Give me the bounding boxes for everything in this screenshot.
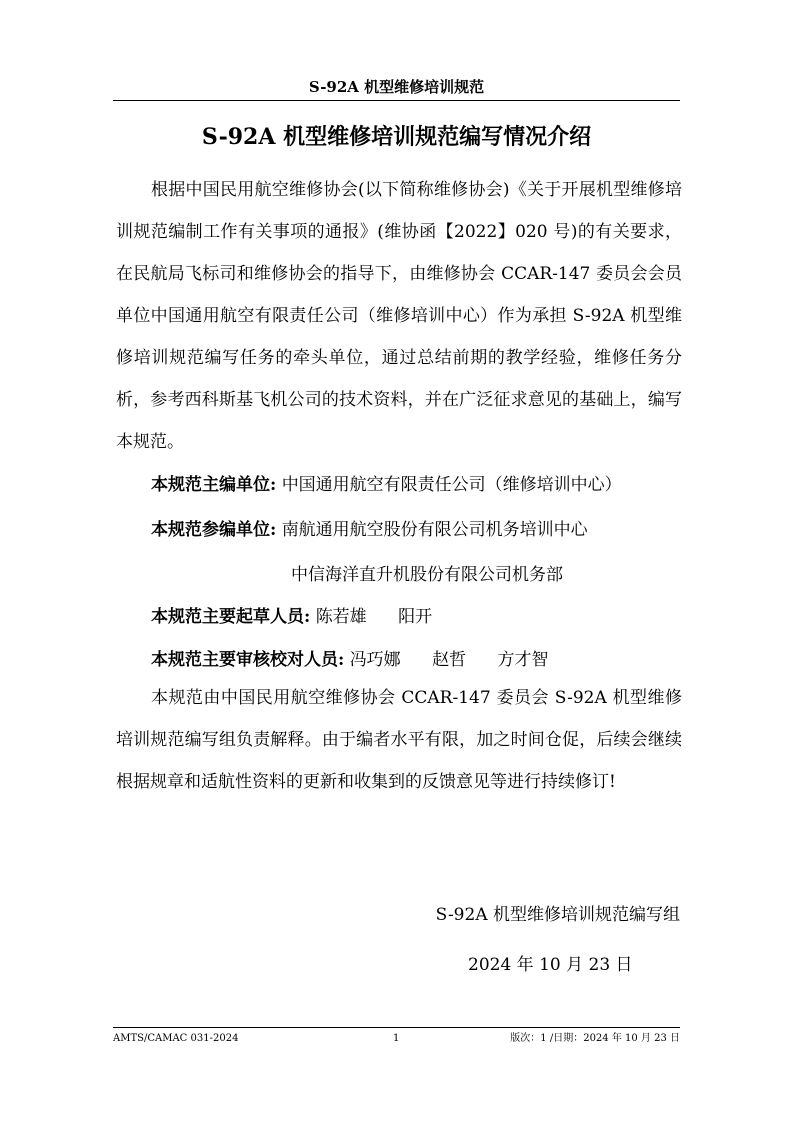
chief-unit-label: 本规范主编单位: (151, 475, 277, 495)
participating-unit-label: 本规范参编单位: (151, 520, 277, 540)
footer-version-info: 版次：1 /日期：2024 年 10 月 23 日 (510, 1033, 680, 1044)
closing-paragraph: 本规范由中国民用航空维修协会 CCAR-147 委员会 S-92A 机型维修培训规范编写组负责解释。由于编者水平有限，加之时间仓促，后续会继续根据规章和适航性资料的更新和收集到的反馈意见等进行持续修订! (116, 688, 682, 792)
intro-paragraph: 根据中国民用航空维修协会(以下简称维修协会)《关于开展机型维修培训规范编制工作有关事项的通报》(维协函【2022】020 号)的有关要求，在民航局飞标司和维修协会的指导下，由维修协会 CCAR-147 委员会会员单位中国通用航空有限责任公司（维修培训中心）作为承担 S-92A 机型维修培训规范编写任务的牵头单位，通过总结前期的教学经验，维修任务分析，参考西科斯基飞机公司的技术资料，并在广泛征求意见的基础上，编写本规范。 (116, 180, 682, 452)
reviewers-row (151, 648, 549, 672)
reviewer-name: 冯巧娜 (349, 650, 401, 670)
footer-divider (113, 1027, 680, 1028)
reviewer-name: 赵哲 (432, 650, 467, 670)
running-header: S-92A 机型维修培训规范 (308, 78, 485, 96)
document-title: S-92A 机型维修培训规范编写情况介绍 (201, 124, 592, 150)
footer-page-number: 1 (393, 1033, 400, 1044)
reviewer-name: 方才智 (497, 650, 549, 670)
participating-unit-row (151, 518, 588, 542)
drafter-name: 阳开 (398, 607, 433, 627)
chief-unit-row (151, 473, 622, 497)
footer-doc-code: AMTS/CAMAC 031-2024 (113, 1033, 239, 1044)
chief-unit-value: 中国通用航空有限责任公司（维修培训中心） (281, 475, 622, 495)
drafters-row (151, 605, 432, 629)
participating-unit-value: 中信海洋直升机股份有限公司机务部 (291, 565, 563, 585)
header-divider (113, 100, 680, 101)
signature-date: 2024 年 10 月 23 日 (468, 955, 633, 975)
drafter-name: 陈若雄 (315, 607, 367, 627)
reviewers-label: 本规范主要审核校对人员: (151, 650, 345, 670)
participating-unit-row-2 (291, 563, 563, 587)
drafters-label: 本规范主要起草人员: (151, 607, 311, 627)
signature-group: S-92A 机型维修培训规范编写组 (435, 905, 680, 925)
participating-unit-value: 南航通用航空股份有限公司机务培训中心 (281, 520, 588, 540)
